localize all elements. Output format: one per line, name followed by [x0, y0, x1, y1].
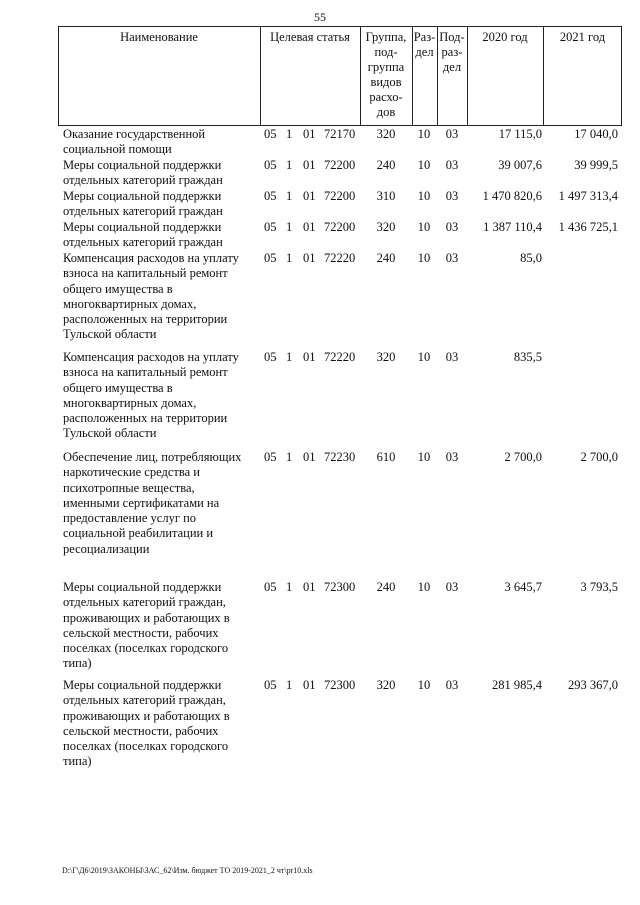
row-name-line: отдельных категорий граждан,: [63, 693, 226, 708]
section-code: 10: [417, 127, 431, 141]
program-code: 05: [264, 580, 277, 594]
section-code: 10: [417, 158, 431, 172]
amount-2021: 293 367,0: [568, 678, 618, 692]
row-name-line: Оказание государственной: [63, 127, 206, 141]
amount-2020: 17 115,0: [498, 127, 542, 141]
main-event-code: 01: [303, 580, 316, 594]
row-name-line: ресоциализации: [63, 541, 150, 556]
program-code: 05: [264, 678, 277, 692]
main-event-code: 01: [303, 450, 316, 464]
amount-2020: 3 645,7: [504, 580, 542, 594]
row-name-line: социальной помощи: [63, 142, 172, 157]
header-year-2021: 2021 год: [559, 30, 606, 44]
amount-2020: 1 387 110,4: [483, 220, 542, 234]
main-event-code: 01: [303, 251, 316, 265]
amount-2020: 2 700,0: [504, 450, 542, 464]
subsection-code: 03: [445, 189, 459, 203]
subsection-code: 03: [445, 251, 459, 265]
direction-code: 72200: [324, 158, 356, 172]
row-name-line: Меры социальной поддержки: [63, 189, 222, 203]
subsection-code: 03: [445, 678, 459, 692]
subprogram-code: 1: [286, 251, 293, 265]
row-name-line: типа): [63, 754, 92, 769]
amount-2021: 1 436 725,1: [558, 220, 618, 234]
amount-2020: 85,0: [520, 251, 542, 265]
expense-type-code: 240: [376, 580, 396, 594]
expense-type-code: 320: [376, 127, 396, 141]
amount-2021: 39 999,5: [574, 158, 618, 172]
expense-type-code: 240: [376, 158, 396, 172]
direction-code: 72200: [324, 220, 356, 234]
section-code: 10: [417, 580, 431, 594]
expense-type-code: 320: [376, 220, 396, 234]
row-name-line: проживающих и работающих в: [63, 610, 230, 625]
row-name-line: отдельных категорий граждан: [63, 173, 223, 188]
subsection-code: 03: [445, 350, 459, 364]
row-name-line: Меры социальной поддержки: [63, 158, 222, 172]
direction-code: 72220: [324, 251, 356, 265]
row-name-line: отдельных категорий граждан: [63, 235, 223, 250]
program-code: 05: [264, 158, 277, 172]
row-name-line: Обеспечение лиц, потребляющих: [63, 450, 242, 464]
program-code: 05: [264, 189, 277, 203]
expense-type-code: 320: [376, 678, 396, 692]
header-name: Наименование: [120, 30, 198, 44]
row-name-line: расположенных на территории: [63, 411, 228, 426]
subsection-code: 03: [445, 127, 459, 141]
row-name-line: именными сертификатами на: [63, 495, 220, 510]
row-name-line: общего имущества в: [63, 380, 173, 395]
row-name-line: взноса на капитальный ремонт: [63, 365, 228, 380]
expense-type-code: 240: [376, 251, 396, 265]
row-name-line: Меры социальной поддержки: [63, 678, 222, 692]
direction-code: 72200: [324, 189, 356, 203]
program-code: 05: [264, 350, 277, 364]
subsection-code: 03: [445, 158, 459, 172]
amount-2020: 835,5: [513, 350, 542, 364]
section-code: 10: [417, 220, 431, 234]
row-name-line: Меры социальной поддержки: [63, 580, 222, 594]
amount-2021: 17 040,0: [574, 127, 618, 141]
row-name-line: сельской местности, рабочих: [63, 723, 219, 738]
subprogram-code: 1: [286, 678, 293, 692]
file-path-footer: D:\Г\Д6\2019\ЗАКОНЫ\ЗАС_62\Изм. бюджет ТО 2019-2021_2 чт\pr10.xls: [62, 866, 313, 875]
row-name-line: наркотические средства и: [63, 465, 200, 480]
expense-type-code: 610: [376, 450, 396, 464]
section-code: 10: [417, 350, 431, 364]
row-name: [63, 127, 263, 158]
subprogram-code: 1: [286, 158, 293, 172]
amount-2021: 2 700,0: [580, 450, 618, 464]
row-name-line: поселках (поселках городского: [63, 739, 229, 754]
subprogram-code: 1: [286, 220, 293, 234]
amount-2021: 1 497 313,4: [558, 189, 618, 203]
row-name-line: типа): [63, 656, 92, 671]
row-name-line: многоквартирных домах,: [63, 296, 197, 311]
header-section: Раз- дел: [413, 30, 436, 59]
subsection-code: 03: [445, 580, 459, 594]
main-event-code: 01: [303, 189, 316, 203]
row-name-line: поселках (поселках городского: [63, 641, 229, 656]
row-name-line: Компенсация расходов на уплату: [63, 251, 239, 265]
direction-code: 72300: [324, 580, 356, 594]
header-subsection: Под- раз- дел: [439, 30, 465, 74]
direction-code: 72230: [324, 450, 356, 464]
amount-2021: 3 793,5: [580, 580, 618, 594]
row-name-line: Компенсация расходов на уплату: [63, 350, 239, 364]
row-name-line: социальной реабилитации и: [63, 526, 214, 541]
row-name-line: предоставление услуг по: [63, 511, 197, 526]
header-year-2020: 2020 год: [482, 30, 528, 44]
row-name-line: расположенных на территории: [63, 312, 228, 327]
row-name: [63, 189, 263, 220]
program-code: 05: [264, 450, 277, 464]
subprogram-code: 1: [286, 127, 293, 141]
row-name: [63, 678, 263, 770]
row-name-line: проживающих и работающих в: [63, 708, 230, 723]
row-name: [63, 350, 263, 442]
direction-code: 72170: [324, 127, 356, 141]
subsection-code: 03: [445, 220, 459, 234]
row-name-line: психотропные вещества,: [63, 480, 195, 495]
amount-2020: 1 470 820,6: [482, 189, 542, 203]
program-code: 05: [264, 127, 277, 141]
row-name-line: Меры социальной поддержки: [63, 220, 222, 234]
page-number: 55: [314, 10, 326, 24]
amount-2020: 281 985,4: [492, 678, 542, 692]
row-name-line: отдельных категорий граждан,: [63, 595, 226, 610]
header-expense-group: Группа, под- группа видов расхо- дов: [365, 30, 407, 119]
direction-code: 72220: [324, 350, 356, 364]
row-name: [63, 158, 263, 189]
row-name-line: многоквартирных домах,: [63, 395, 197, 410]
expense-type-code: 310: [376, 189, 396, 203]
subprogram-code: 1: [286, 450, 293, 464]
main-event-code: 01: [303, 158, 316, 172]
section-code: 10: [417, 251, 431, 265]
subprogram-code: 1: [286, 189, 293, 203]
row-name-line: Тульской области: [63, 327, 157, 342]
program-code: 05: [264, 220, 277, 234]
row-name-line: общего имущества в: [63, 281, 173, 296]
section-code: 10: [417, 189, 431, 203]
subprogram-code: 1: [286, 580, 293, 594]
header-target-article: Целевая статья: [270, 30, 350, 44]
main-event-code: 01: [303, 220, 316, 234]
section-code: 10: [417, 678, 431, 692]
main-event-code: 01: [303, 127, 316, 141]
row-name-line: сельской местности, рабочих: [63, 625, 219, 640]
section-code: 10: [417, 450, 431, 464]
row-name-line: взноса на капитальный ремонт: [63, 266, 228, 281]
program-code: 05: [264, 251, 277, 265]
row-name-line: отдельных категорий граждан: [63, 204, 223, 219]
subsection-code: 03: [445, 450, 459, 464]
direction-code: 72300: [324, 678, 356, 692]
subprogram-code: 1: [286, 350, 293, 364]
main-event-code: 01: [303, 678, 316, 692]
row-name: [63, 580, 263, 672]
main-event-code: 01: [303, 350, 316, 364]
row-name: [63, 450, 263, 557]
amount-2020: 39 007,6: [498, 158, 542, 172]
expense-type-code: 320: [376, 350, 396, 364]
row-name: [63, 220, 263, 251]
row-name: [63, 251, 263, 343]
row-name-line: Тульской области: [63, 426, 157, 441]
